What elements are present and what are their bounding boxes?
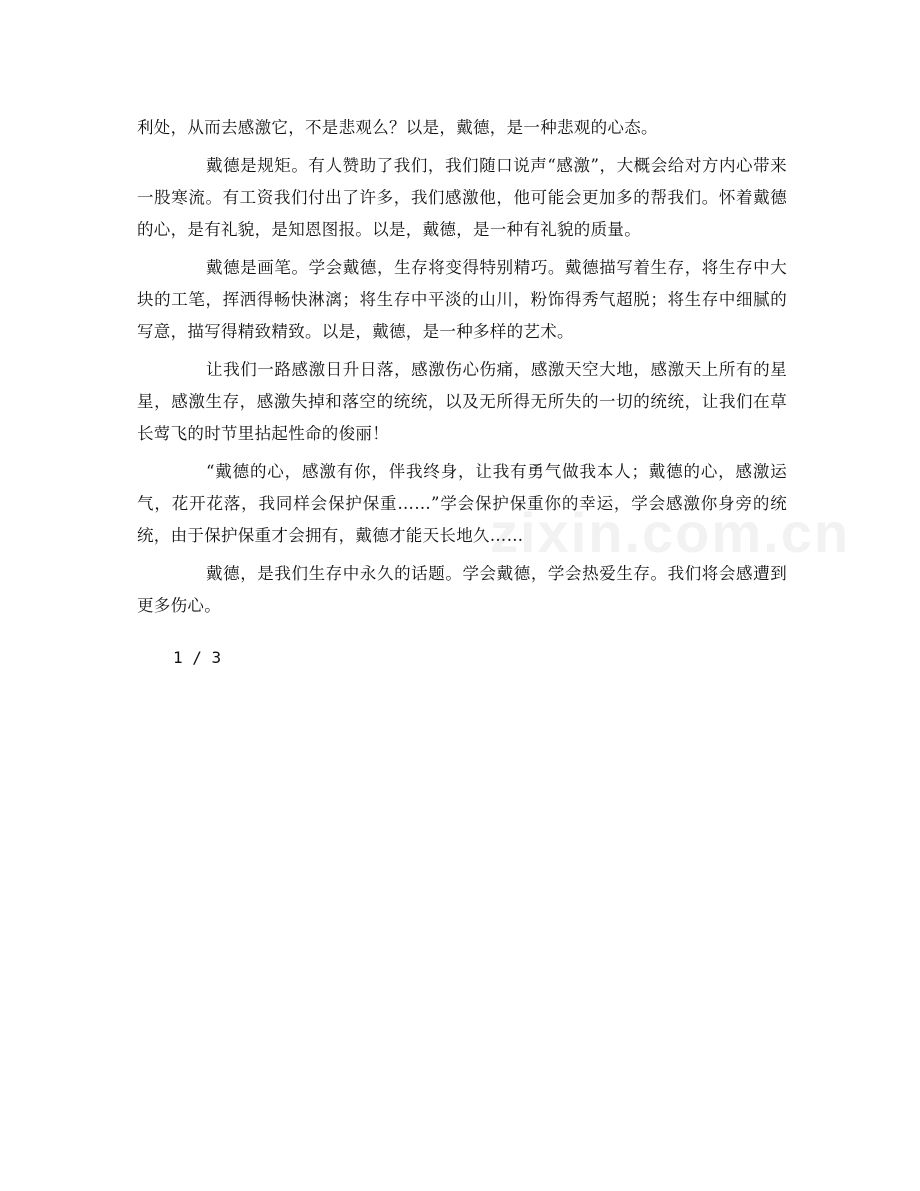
page-number: 1 / 3 xyxy=(173,648,222,667)
paragraph-4: 让我们一路感激日升日落，感激伤心伤痛，感激天空大地，感激天上所有的星星，感激生存，感激失掉和落空的统统，以及无所得无所失的一切的统统，让我们在草长莺飞的时节里拈起性命的俊丽！ xyxy=(137,360,787,443)
watermark: zixin.com.cn xyxy=(490,501,851,564)
paragraph-6: 戴德，是我们生存中永久的话题。学会戴德，学会热爱生存。我们将会感遭到更多伤心。 xyxy=(137,564,787,615)
paragraph-5: “戴德的心，感激有你，伴我终身，让我有勇气做我本人；戴德的心，感激运气，花开花落，我同样会保护保重……”学会保护保重你的幸运，学会感激你身旁的统统，由于保护保重才会拥有，戴德才能天长地久…… xyxy=(137,462,787,545)
document-body xyxy=(137,112,787,628)
paragraph-3: 戴德是画笔。学会戴德，生存将变得特别精巧。戴德描写着生存，将生存中大块的工笔，挥洒得畅快淋漓；将生存中平淡的山川，粉饰得秀气超脱；将生存中细腻的写意，描写得精致精致。以是，戴德，是一种多样的艺术。 xyxy=(137,258,787,341)
paragraph-1: 利处，从而去感激它，不是悲观么？以是，戴德，是一种悲观的心态。 xyxy=(137,118,658,137)
paragraph-2: 戴德是规矩。有人赞助了我们，我们随口说声“感激”，大概会给对方内心带来一股寒流。有工资我们付出了许多，我们感激他，他可能会更加多的帮我们。怀着戴德的心，是有礼貌，是知恩图报。以是，戴德，是一种有礼貌的质量。 xyxy=(137,156,787,239)
